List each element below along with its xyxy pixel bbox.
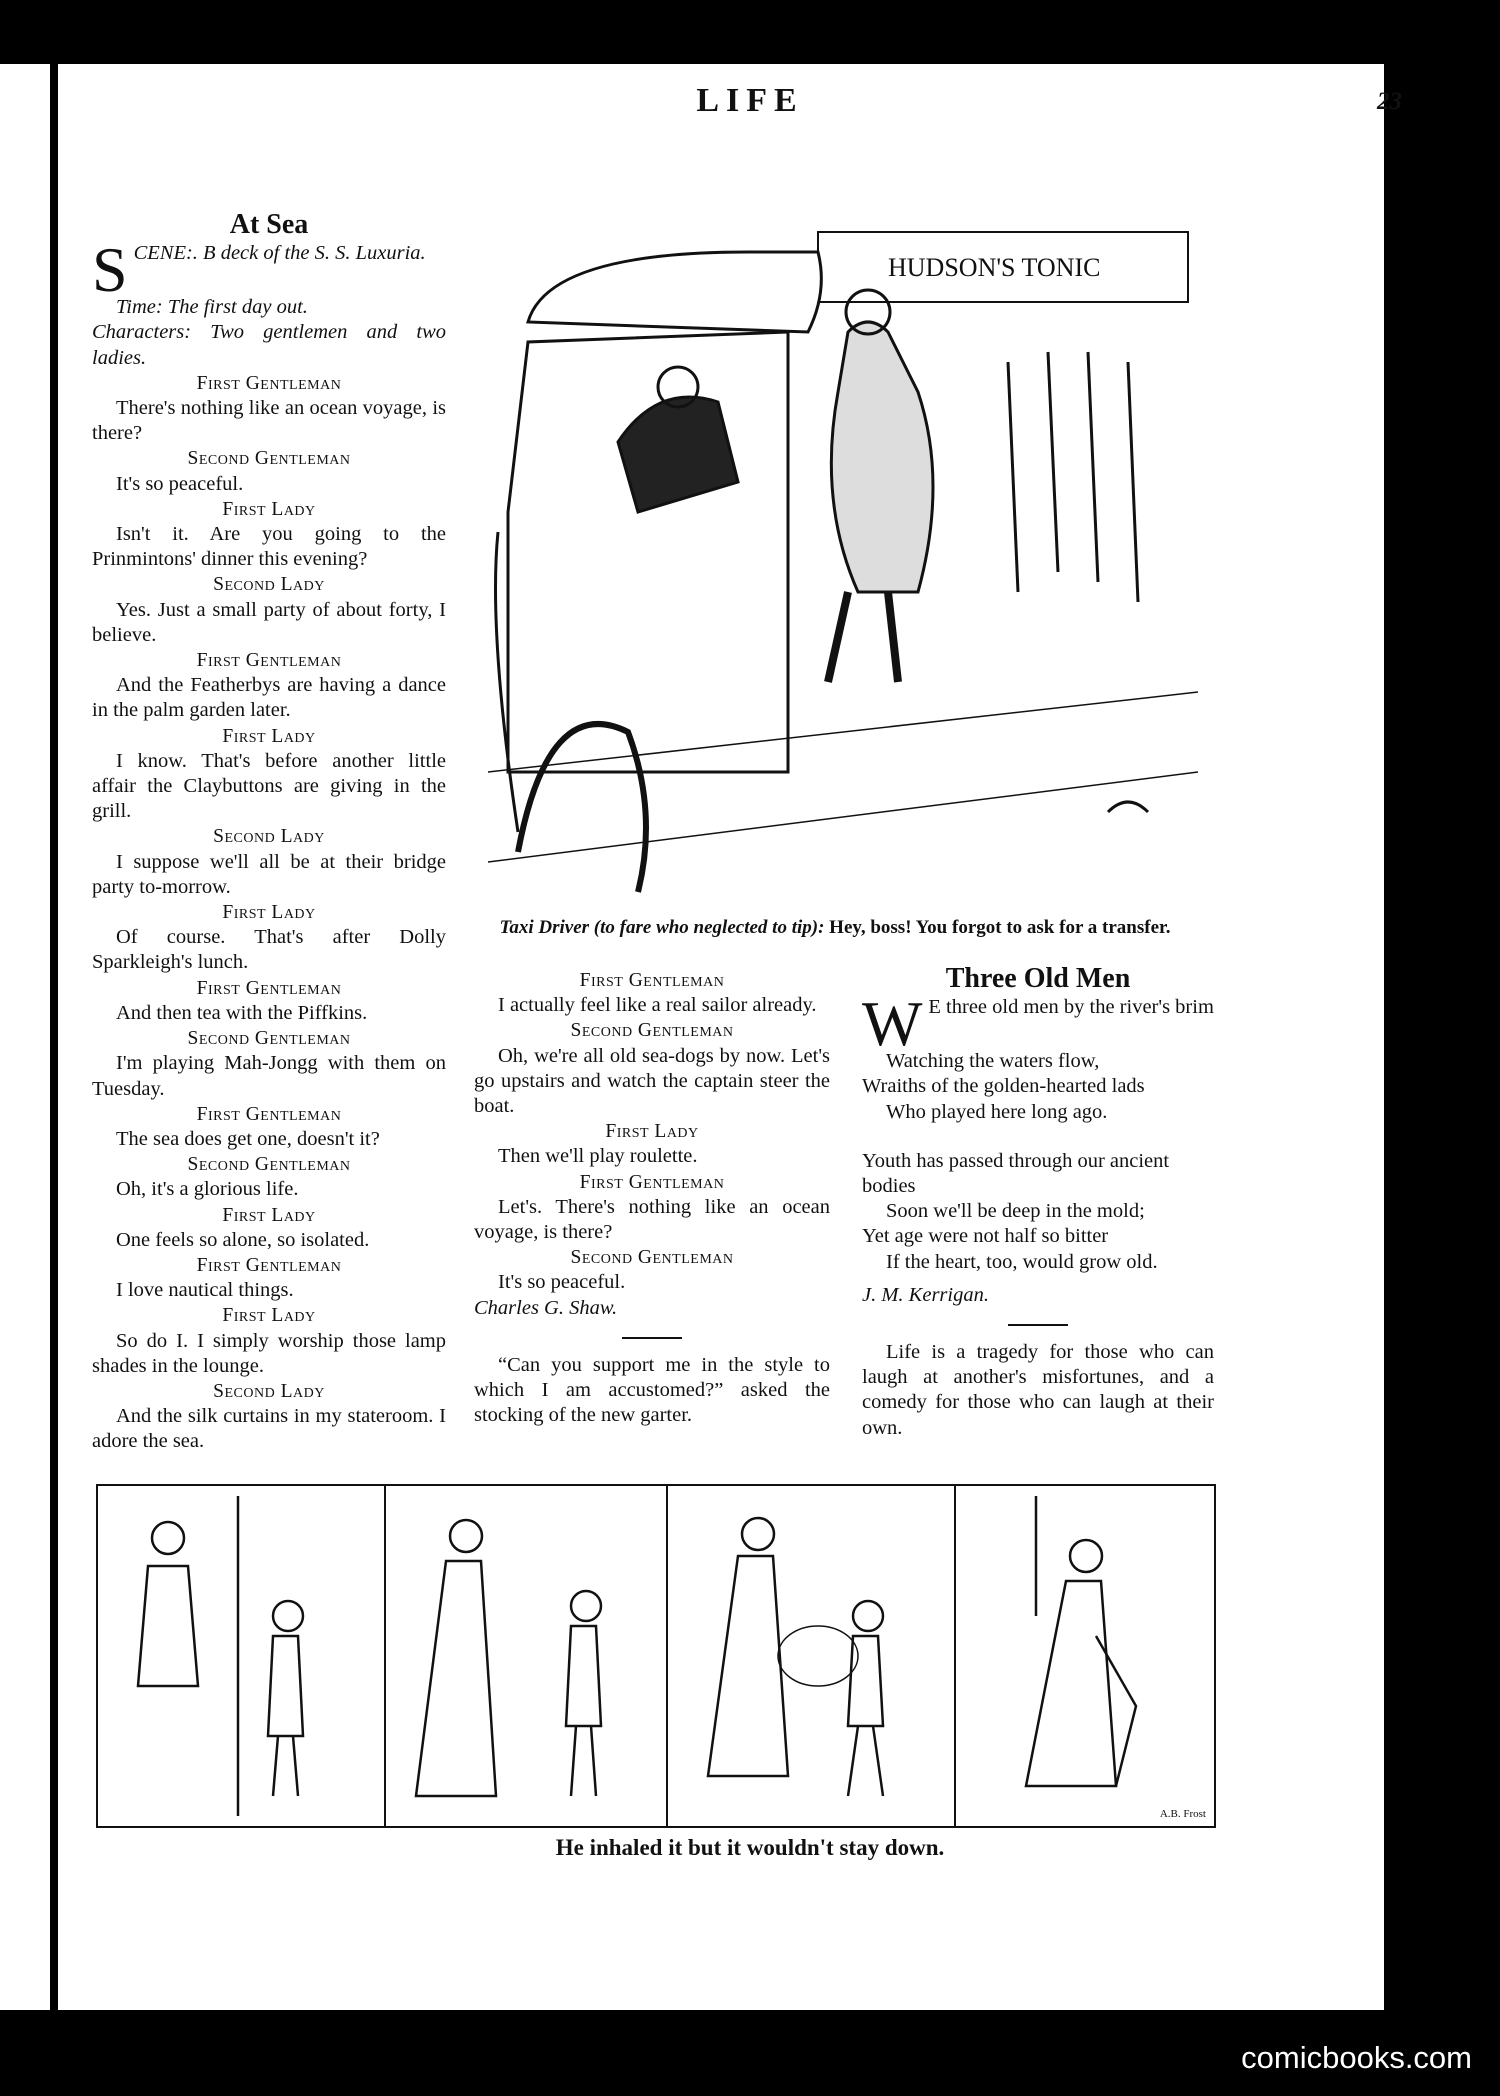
poem-stanza-2 xyxy=(862,1149,1214,1275)
dialogue-line: There's nothing like an ocean voyage, is there? xyxy=(92,397,446,445)
speaker-label: First Lady xyxy=(222,725,316,747)
dialogue-line: And the Featherbys are having a dance in the palm garden later. xyxy=(92,674,446,722)
poem-author: J. M. Kerrigan. xyxy=(862,1283,989,1306)
caption-speaker: Taxi Driver (to fare who neglected to tip): xyxy=(499,917,825,938)
speaker-label: First Gentleman xyxy=(579,970,725,991)
dialogue-line: Yes. Just a small party of about forty, I believe. xyxy=(92,598,446,646)
dialogue-line: Then we'll play roulette. xyxy=(498,1145,698,1168)
dialogue-line: So do I. I simply worship those lamp shades in the lounge. xyxy=(92,1329,446,1377)
scene-description xyxy=(92,234,446,306)
panel-drawing xyxy=(98,1486,384,1826)
dialogue-line: It's so peaceful. xyxy=(116,472,244,495)
at-sea-column-1 xyxy=(92,209,446,1455)
speaker-label: First Lady xyxy=(222,1204,316,1226)
store-sign: HUDSON'S TONIC xyxy=(888,253,1101,282)
speaker-label: First Gentleman xyxy=(196,650,342,672)
speaker-label: First Lady xyxy=(222,1305,316,1327)
speaker-label: First Gentleman xyxy=(196,1103,342,1125)
poem-line: If the heart, too, would grow old. xyxy=(886,1250,1158,1273)
speaker-label: Second Gentleman xyxy=(187,1028,351,1050)
dialogue-line: It's so peaceful. xyxy=(498,1271,626,1294)
caption-quote: Hey, boss! You forgot to ask for a transfer. xyxy=(829,917,1171,938)
scene-characters: Characters: Two gentlemen and two ladies. xyxy=(92,321,446,369)
garter-joke: “Can you support me in the style to which I am accustomed?” asked the stocking of the new garter. xyxy=(474,1353,830,1427)
speaker-label: First Lady xyxy=(605,1121,699,1143)
speaker-label: Second Gentleman xyxy=(570,1247,734,1269)
panel-drawing xyxy=(386,1486,666,1826)
scene-initial: S xyxy=(92,234,128,306)
speaker-label: Second Gentleman xyxy=(570,1020,734,1042)
comic-panel-2 xyxy=(386,1486,668,1826)
dialogue-line: Oh, it's a glorious life. xyxy=(116,1178,299,1201)
comic-panel-4 xyxy=(956,1486,1212,1826)
dialogue-list-2 xyxy=(474,968,830,1296)
speaker-label: First Lady xyxy=(222,498,316,520)
watermark: comicbooks.com xyxy=(1241,2040,1472,2075)
poem-line: Who played here long ago. xyxy=(886,1100,1108,1123)
divider xyxy=(1008,1324,1068,1326)
poem-line: Wraiths of the golden-hearted lads xyxy=(862,1075,1145,1098)
speaker-label: Second Gentleman xyxy=(187,1154,351,1176)
dialogue-line: One feels so alone, so isolated. xyxy=(116,1228,370,1251)
divider xyxy=(622,1337,682,1339)
dialogue-line: I actually feel like a real sailor already. xyxy=(498,994,817,1017)
poem-line: Soon we'll be deep in the mold; xyxy=(886,1200,1145,1223)
dialogue-line: I know. That's before another little affair the Claybuttons are giving in the grill. xyxy=(92,749,446,823)
scene-time: Time: The first day out. xyxy=(116,296,308,319)
poem-line: E three old men by the river's brim xyxy=(928,996,1214,1019)
dialogue-line: Oh, we're all old sea-dogs by now. Let's go upstairs and watch the captain steer the boat. xyxy=(474,1044,830,1118)
poem-line: Youth has passed through our ancient bodies xyxy=(862,1149,1170,1198)
dialogue-line: And the silk curtains in my stateroom. I adore the sea. xyxy=(92,1405,446,1453)
dialogue-line: The sea does get one, doesn't it? xyxy=(116,1127,380,1150)
speaker-label: First Lady xyxy=(222,902,316,924)
dialogue-line: Let's. There's nothing like an ocean voyage, is there? xyxy=(474,1195,830,1244)
scene-text: CENE:. B deck of the S. S. Luxuria. xyxy=(133,242,426,265)
at-sea-author: Charles G. Shaw. xyxy=(474,1296,618,1319)
speaker-label: Second Lady xyxy=(213,826,325,848)
speaker-label: First Gentleman xyxy=(579,1171,725,1193)
speaker-label: First Gentleman xyxy=(196,977,342,999)
speaker-label: Second Lady xyxy=(213,1380,325,1402)
speaker-label: First Gentleman xyxy=(196,372,342,394)
at-sea-column-2 xyxy=(474,968,830,1428)
comic-panel-1 xyxy=(98,1486,386,1826)
speaker-label: Second Gentleman xyxy=(187,448,351,470)
page-number: 23 xyxy=(1377,88,1402,115)
taxi-illustration xyxy=(488,212,1198,912)
illustration-caption xyxy=(470,917,1200,939)
dialogue-line: And then tea with the Piffkins. xyxy=(116,1001,368,1024)
dialogue-line: I love nautical things. xyxy=(116,1279,294,1302)
comic-strip xyxy=(96,1484,1216,1828)
dialogue-line: I suppose we'll all be at their bridge party to-morrow. xyxy=(92,850,446,898)
dialogue-list-1 xyxy=(92,371,446,1455)
dialogue-line: I'm playing Mah-Jongg with them on Tuesday. xyxy=(92,1052,446,1100)
artist-signature: A.B. Frost xyxy=(1159,1808,1206,1820)
at-sea-title: At Sea xyxy=(229,209,309,240)
speaker-label: Second Lady xyxy=(213,574,325,596)
life-quote: Life is a tragedy for those who can laugh at another's misfortunes, and a comedy for those who can laugh at their own. xyxy=(862,1341,1214,1439)
poem-stanza-1 xyxy=(862,988,1214,1125)
poem-initial: W xyxy=(862,988,923,1060)
magazine-title: LIFE xyxy=(696,82,804,119)
dialogue-line: Isn't it. Are you going to the Prinmintons' dinner this evening? xyxy=(92,523,446,571)
speaker-label: First Gentleman xyxy=(196,1254,342,1276)
comic-panel-3 xyxy=(668,1486,956,1826)
poem-line: Watching the waters flow, xyxy=(886,1050,1100,1073)
panel-drawing xyxy=(956,1486,1212,1826)
poem-title: Three Old Men xyxy=(945,963,1131,994)
dialogue-line: Of course. That's after Dolly Sparkleigh's lunch. xyxy=(92,926,446,974)
previous-page-edge xyxy=(0,64,50,2010)
poem-line: Yet age were not half so bitter xyxy=(862,1225,1109,1248)
comic-caption: He inhaled it but it wouldn't stay down. xyxy=(555,1835,945,1860)
panel-drawing xyxy=(668,1486,954,1826)
poem-column xyxy=(862,963,1214,1441)
